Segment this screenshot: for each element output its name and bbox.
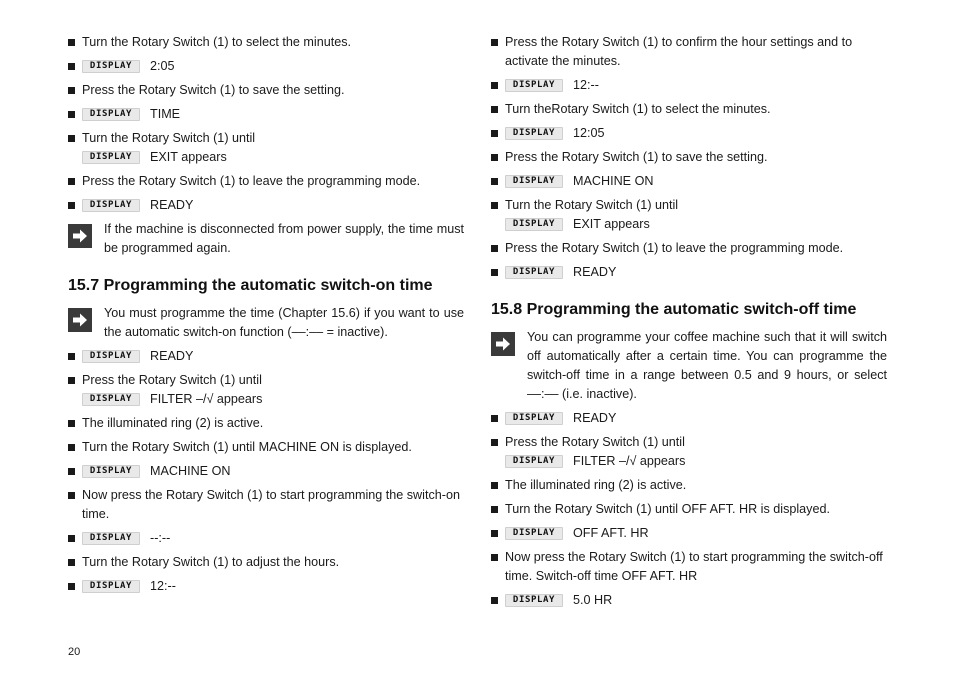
instruction-step [68,486,464,524]
display-icon: DISPLAY [505,594,563,607]
bullet-icon [491,245,498,252]
display-text: TIME [150,107,181,121]
bullet-icon [68,583,75,590]
instruction-step [491,476,887,495]
step-text: Turn the Rotary Switch (1) until MACHINE ON is displayed. [82,440,412,454]
display-icon: DISPLAY [82,199,140,212]
instruction-step [491,33,887,71]
display-text: READY [150,349,194,363]
bullet-icon [68,492,75,499]
bullet-icon [68,535,75,542]
display-text: MACHINE ON [150,464,231,478]
bullet-icon [68,202,75,209]
bullet-icon [491,269,498,276]
display-step [491,76,887,95]
note-box [491,328,887,404]
bullet-icon [491,439,498,446]
step-text: Press the Rotary Switch (1) until [505,435,685,449]
right-column [491,33,887,615]
step-list [491,33,887,282]
instruction-step [491,148,887,167]
bullet-icon [68,178,75,185]
instruction-step [68,438,464,457]
instruction-step [68,81,464,100]
bullet-icon [491,39,498,46]
instruction-step [491,433,887,471]
bullet-icon [491,202,498,209]
display-icon: DISPLAY [82,108,140,121]
display-step [491,409,887,428]
display-step [68,462,464,481]
display-icon: DISPLAY [82,151,140,164]
step-text: Press the Rotary Switch (1) to leave the programming mode. [505,241,844,255]
instruction-step [68,129,464,167]
display-text: MACHINE ON [573,174,654,188]
note-box [68,304,464,342]
bullet-icon [491,597,498,604]
display-text: OFF AFT. HR [573,526,649,540]
note-text: You can programme your coffee machine such that it will switch off automatically after a certain time. You can programme the switch-off time in a range between 0.5 and 9 hours, or select ––:–– (i.e. inactive). [527,330,887,401]
bullet-icon [68,468,75,475]
bullet-icon [68,377,75,384]
bullet-icon [491,415,498,422]
step-text: The illuminated ring (2) is active. [82,416,264,430]
bullet-icon [68,420,75,427]
display-step [491,591,887,610]
step-text: Turn the Rotary Switch (1) until OFF AFT. HR is displayed. [505,502,830,516]
display-icon: DISPLAY [82,465,140,478]
display-icon: DISPLAY [82,580,140,593]
bullet-icon [68,39,75,46]
display-icon: DISPLAY [505,79,563,92]
bullet-icon [68,111,75,118]
display-text: --:-- [150,531,171,545]
step-text: Turn the Rotary Switch (1) to adjust the hours. [82,555,340,569]
bullet-icon [491,530,498,537]
display-icon: DISPLAY [505,266,563,279]
step-text: Turn theRotary Switch (1) to select the minutes. [505,102,771,116]
display-step [68,577,464,596]
bullet-icon [491,178,498,185]
display-icon: DISPLAY [82,393,140,406]
display-icon: DISPLAY [505,175,563,188]
note-text: If the machine is disconnected from power supply, the time must be programmed again. [104,222,464,255]
section-heading: 15.8 Programming the automatic switch-off time [491,301,857,318]
note-box [68,220,464,258]
display-icon: DISPLAY [505,455,563,468]
section-heading: 15.7 Programming the automatic switch-on time [68,277,433,294]
display-text: EXIT appears [150,150,227,164]
step-text: Press the Rotary Switch (1) to leave the programming mode. [82,174,421,188]
bullet-icon [68,135,75,142]
instruction-step [491,548,887,586]
display-icon: DISPLAY [82,350,140,363]
display-text: 2:05 [150,59,175,73]
instruction-step [68,371,464,409]
bullet-icon [68,353,75,360]
step-text: Press the Rotary Switch (1) until [82,373,262,387]
step-list [68,347,464,596]
display-icon: DISPLAY [505,527,563,540]
bullet-icon [68,87,75,94]
instruction-step [491,100,887,119]
display-step [68,529,464,548]
bullet-icon [68,559,75,566]
display-step [68,57,464,76]
bullet-icon [491,506,498,513]
step-text: Turn the Rotary Switch (1) until [82,131,256,145]
step-list [68,33,464,215]
display-step [68,105,464,124]
step-text: Now press the Rotary Switch (1) to start programming the switch-on time. [82,488,460,521]
instruction-step [491,239,887,258]
display-icon: DISPLAY [505,218,563,231]
instruction-step [68,33,464,52]
bullet-icon [68,444,75,451]
left-column [68,33,464,601]
instruction-step [491,500,887,519]
display-step [491,172,887,191]
step-list [491,409,887,610]
display-text: 5.0 HR [573,593,613,607]
display-text: 12:05 [573,126,605,140]
instruction-step [491,196,887,234]
step-text: Press the Rotary Switch (1) to confirm the hour settings and to activate the minutes. [505,35,853,68]
display-icon: DISPLAY [505,127,563,140]
step-text: Now press the Rotary Switch (1) to start programming the switch-off time. Switch-off time OFF AFT. HR [505,550,883,583]
display-text: READY [150,198,194,212]
display-icon: DISPLAY [505,412,563,425]
display-step [491,124,887,143]
step-text: Press the Rotary Switch (1) to save the setting. [82,83,345,97]
page-number: 20 [68,646,81,658]
display-text: FILTER –/√ appears [150,392,263,406]
display-text: EXIT appears [573,217,650,231]
instruction-step [68,553,464,572]
bullet-icon [491,554,498,561]
display-icon: DISPLAY [82,60,140,73]
bullet-icon [491,82,498,89]
display-text: READY [573,411,617,425]
display-icon: DISPLAY [82,532,140,545]
step-text: Turn the Rotary Switch (1) to select the minutes. [82,35,352,49]
step-text: Turn the Rotary Switch (1) until [505,198,679,212]
display-step [68,196,464,215]
right-arrow-icon [491,332,515,356]
bullet-icon [68,63,75,70]
display-text: FILTER –/√ appears [573,454,686,468]
bullet-icon [491,482,498,489]
display-text: 12:-- [150,579,176,593]
right-arrow-icon [68,308,92,332]
bullet-icon [491,154,498,161]
display-text: 12:-- [573,78,599,92]
right-arrow-icon [68,224,92,248]
instruction-step [68,172,464,191]
display-step [68,347,464,366]
bullet-icon [491,106,498,113]
instruction-step [68,414,464,433]
step-text: Press the Rotary Switch (1) to save the setting. [505,150,768,164]
step-text: The illuminated ring (2) is active. [505,478,687,492]
display-step [491,263,887,282]
display-text: READY [573,265,617,279]
bullet-icon [491,130,498,137]
display-step [491,524,887,543]
note-text: You must programme the time (Chapter 15.6) if you want to use the automatic switch-on function (––:–– = inactive). [104,306,464,339]
